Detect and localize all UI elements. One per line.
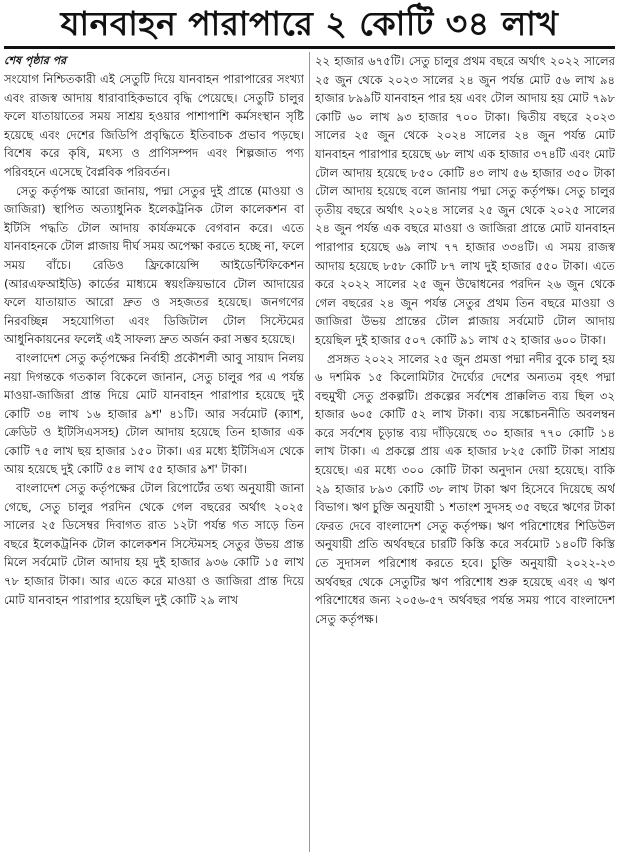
column-divider (309, 52, 310, 852)
headline: যানবাহন পারাপারে ২ কোটি ৩৪ লাখ (60, 4, 559, 43)
left-paragraph-4: বাংলাদেশ সেতু কর্তৃপক্ষের টোল রিপোর্টের তথ্য অনুযায়ী জানা গেছে, সেতু চালুর পরদিন থেকে গেল বছরের অর্থাৎ ২০২৫ সালের ২৫ ডিসেম্বর দিবাগত রাত ১২টা পর্যন্ত গত সাড়ে তিন বছরে ইলেকট্রনিক টোল কালেকশন সিস্টেমসহ সেতুর উভয় প্রান্ত মিলে সর্বমোট টোল আদায় হয় দুই হাজার ৯৩৬ কোটি ১৫ লাখ ৭৮ হাজার টাকা। আর এতে করে মাওয়া ও জাজিরা প্রান্ত দিয়ে মোট যানবাহন পারাপার হয়েছিল দুই কোটি ২৯ লাখ (4, 481, 304, 607)
right-paragraph-1: ২২ হাজার ৬৭৫টি। সেতু চালুর প্রথম বছরে অর্থাৎ ২০২২ সালের ২৫ জুন থেকে ২০২৩ সালের ২৪ জুন পর্যন্ত মোট ৫৬ লাখ ৯৪ হাজার ৮৯৯টি যানবাহন পার হয় এবং টোল আদায় হয় মোট ৭৯৮ কোটি ৬০ লাখ ৯৩ হাজার ৭০০ টাকা। দ্বিতীয় বছরে ২০২৩ সালের ২৫ জুন থেকে ২০২৪ সালের ২৪ জুন পর্যন্ত মোট যানবাহন পারাপার হয়েছে ৬৮ লাখ এক হাজার ৩৭৪টি এবং মোট টোল আদায় হয়েছে ৮৫০ কোটি ৪৩ লাখ ৫৬ হাজার ৩৫০ টাকা টোল আদায় হয়েছে বলে জানায় পদ্মা সেতু কর্তৃপক্ষ। সেতু চালুর তৃতীয় বছরে অর্থাৎ ২০২৪ সালের ২৫ জুন থেকে ২০২৫ সালের ২৪ জুন পর্যন্ত এক বছরে মাওয়া ও জাজিরা প্রান্তে মোট যানবাহন পারাপার হয়েছে ৬৯ লাখ ৭৭ হাজার ৩৩৪টি। এ সময় রাজস্ব আদায় হয়েছে ৮৫৮ কোটি ৮৭ লাখ দুই হাজার ৫৫০ টাকা। এতে করে ২০২২ সালের ২৫ জুন উদ্বোধনের পরদিন ২৬ জুন থেকে গেল বছরের ২৪ জুন পর্যন্ত সেতুর প্রথম তিন বছরে মাওয়া ও জাজিরা উভয় প্রান্তের টোল প্লাজায় সর্বমোট টোল আদায় হয়েছিল দুই হাজার ৫০৭ কোটি ৯১ লাখ ৫২ হাজার ৬০০ টাকা। (315, 54, 615, 347)
right-column (315, 52, 615, 852)
continued-from-kicker: শেষ পৃষ্ঠার পর (4, 54, 67, 67)
left-paragraph-3: বাংলাদেশ সেতু কর্তৃপক্ষের নির্বাহী প্রকৌশলী আবু সায়াদ নিলয় নয়া দিগন্তকে গতকাল বিকেলে জানান, সেতু চালুর পর এ পর্যন্ত মাওয়া-জাজিরা প্রান্ত দিয়ে মোট যানবাহন পারাপার হয়েছে দুই কোটি ৩৪ লাখ ১৬ হাজার ৯শ' ৪১টি। আর সর্বমোট (ক্যাশ, ক্রেডিট ও ইটিসিএসসহ) টোল আদায় হয়েছে তিন হাজার এক কোটি ৭৫ লাখ ছয় হাজার ১৫০ টাকা। এর মধ্যে ইটিসিএস থেকে আয় হয়েছে দুই কোটি ৫৪ লাখ ৫৫ হাজার ৯শ' টাকা। (4, 350, 304, 477)
headline-rule (4, 46, 615, 49)
left-column (4, 52, 304, 852)
right-paragraph-2: প্রসঙ্গত ২০২২ সালের ২৫ জুন প্রমত্তা পদ্মা নদীর বুকে চালু হয় ৬ দশমিক ১৫ কিলোমিটার দৈর্ঘ্যের দেশের অন্যতম বৃহৎ পদ্মা বহুমুখী সেতু প্রকল্পটি। প্রকল্পের সর্বশেষ প্রাক্কলিত ব্যয় ছিল ৩২ হাজার ৬০৫ কোটি ৫২ লাখ টাকা। ব্যয় সঙ্কোচননীতি অবলম্বন করে সর্বশেষ চূড়ান্ত ব্যয় দাঁড়িয়েছে ৩০ হাজার ৭৭০ কোটি ১৪ লাখ টাকা। এ প্রকল্পে প্রায় এক হাজার ৮২৫ কোটি টাকা সাশ্রয় হয়েছে। এর মধ্যে ৩০০ কোটি টাকা অনুদান দেয়া হয়েছে। বাকি ২৯ হাজার ৮৯৩ কোটি ৩৮ লাখ টাকা ঋণ হিসেবে দিয়েছে অর্থ বিভাগ। ঋণ চুক্তি অনুযায়ী ১ শতাংশ সুদসহ ৩৫ বছরে ঋণের টাকা ফেরত দেবে বাংলাদেশ সেতু কর্তৃপক্ষ। ঋণ পরিশোধের শিডিউল অনুযায়ী প্রতি অর্থবছরে চারটি কিস্তি করে সর্বমোট ১৪০টি কিস্তি তে সুদাসল পরিশোধ করতে হবে। চুক্তি অনুযায়ী ২০২২-২৩ অর্থবছর থেকে সেতুটির ঋণ পরিশোধ শুরু হয়েছে এবং এ ঋণ পরিশোধের জন্য ২০৫৬-৫৭ অর্থবছর পর্যন্ত সময় পাবে বাংলাদেশ সেতু কর্তৃপক্ষ। (315, 351, 615, 626)
left-paragraph-2: সেতু কর্তৃপক্ষ আরো জানায়, পদ্মা সেতুর দুই প্রান্তে (মাওয়া ও জাজিরা) স্থাপিত অত্যাধুনিক ইলেকট্রনিক টোল কালেকশন বা ইটিসি পদ্ধতি টোল আদায় কার্যক্রমকে বেগবান করে। এতে যানবাহনকে টোল প্লাজায় দীর্ঘ সময় অপেক্ষা করতে হচ্ছে না, ফলে সময় বাঁচে। রেডিও ফ্রিকোয়েন্সি আইডেন্টিফিকেশন (আরএফআইডি) কার্ডের মাধ্যমে স্বয়ংক্রিয়ভাবে টোল আদায়ের ফলে যাতায়াত আরো দ্রুত ও সহজতর হয়েছে। জনগণের নিরবচ্ছিন্ন সহযোগিতা এবং ডিজিটাল টোল সিস্টেমের আধুনিকায়নের ফলেই এই সাফল্য দ্রুত অর্জন করা সম্ভব হয়েছে। (4, 183, 304, 347)
article-columns (4, 52, 615, 852)
left-paragraph-1: সংযোগ নিশ্চিতকারী এই সেতুটি দিয়ে যানবাহন পারাপারের সংখ্যা এবং রাজস্ব আদায় ধারাবাহিকভাবে বৃদ্ধি পেয়েছে। সেতুটি চালুর ফলে যাতায়াতের সময় সাশ্রয় হওয়ার পাশাপাশি কর্মসংস্থান সৃষ্টি হয়েছে এবং দেশের জিডিপি প্রবৃদ্ধিতে ইতিবাচক প্রভাব পড়ছে। বিশেষ করে কৃষি, মৎস্য ও প্রাণিসম্পদ এবং শিল্পজাত পণ্য পরিবহনে এসেছে বৈপ্লবিক পরিবর্তন। (4, 72, 304, 179)
